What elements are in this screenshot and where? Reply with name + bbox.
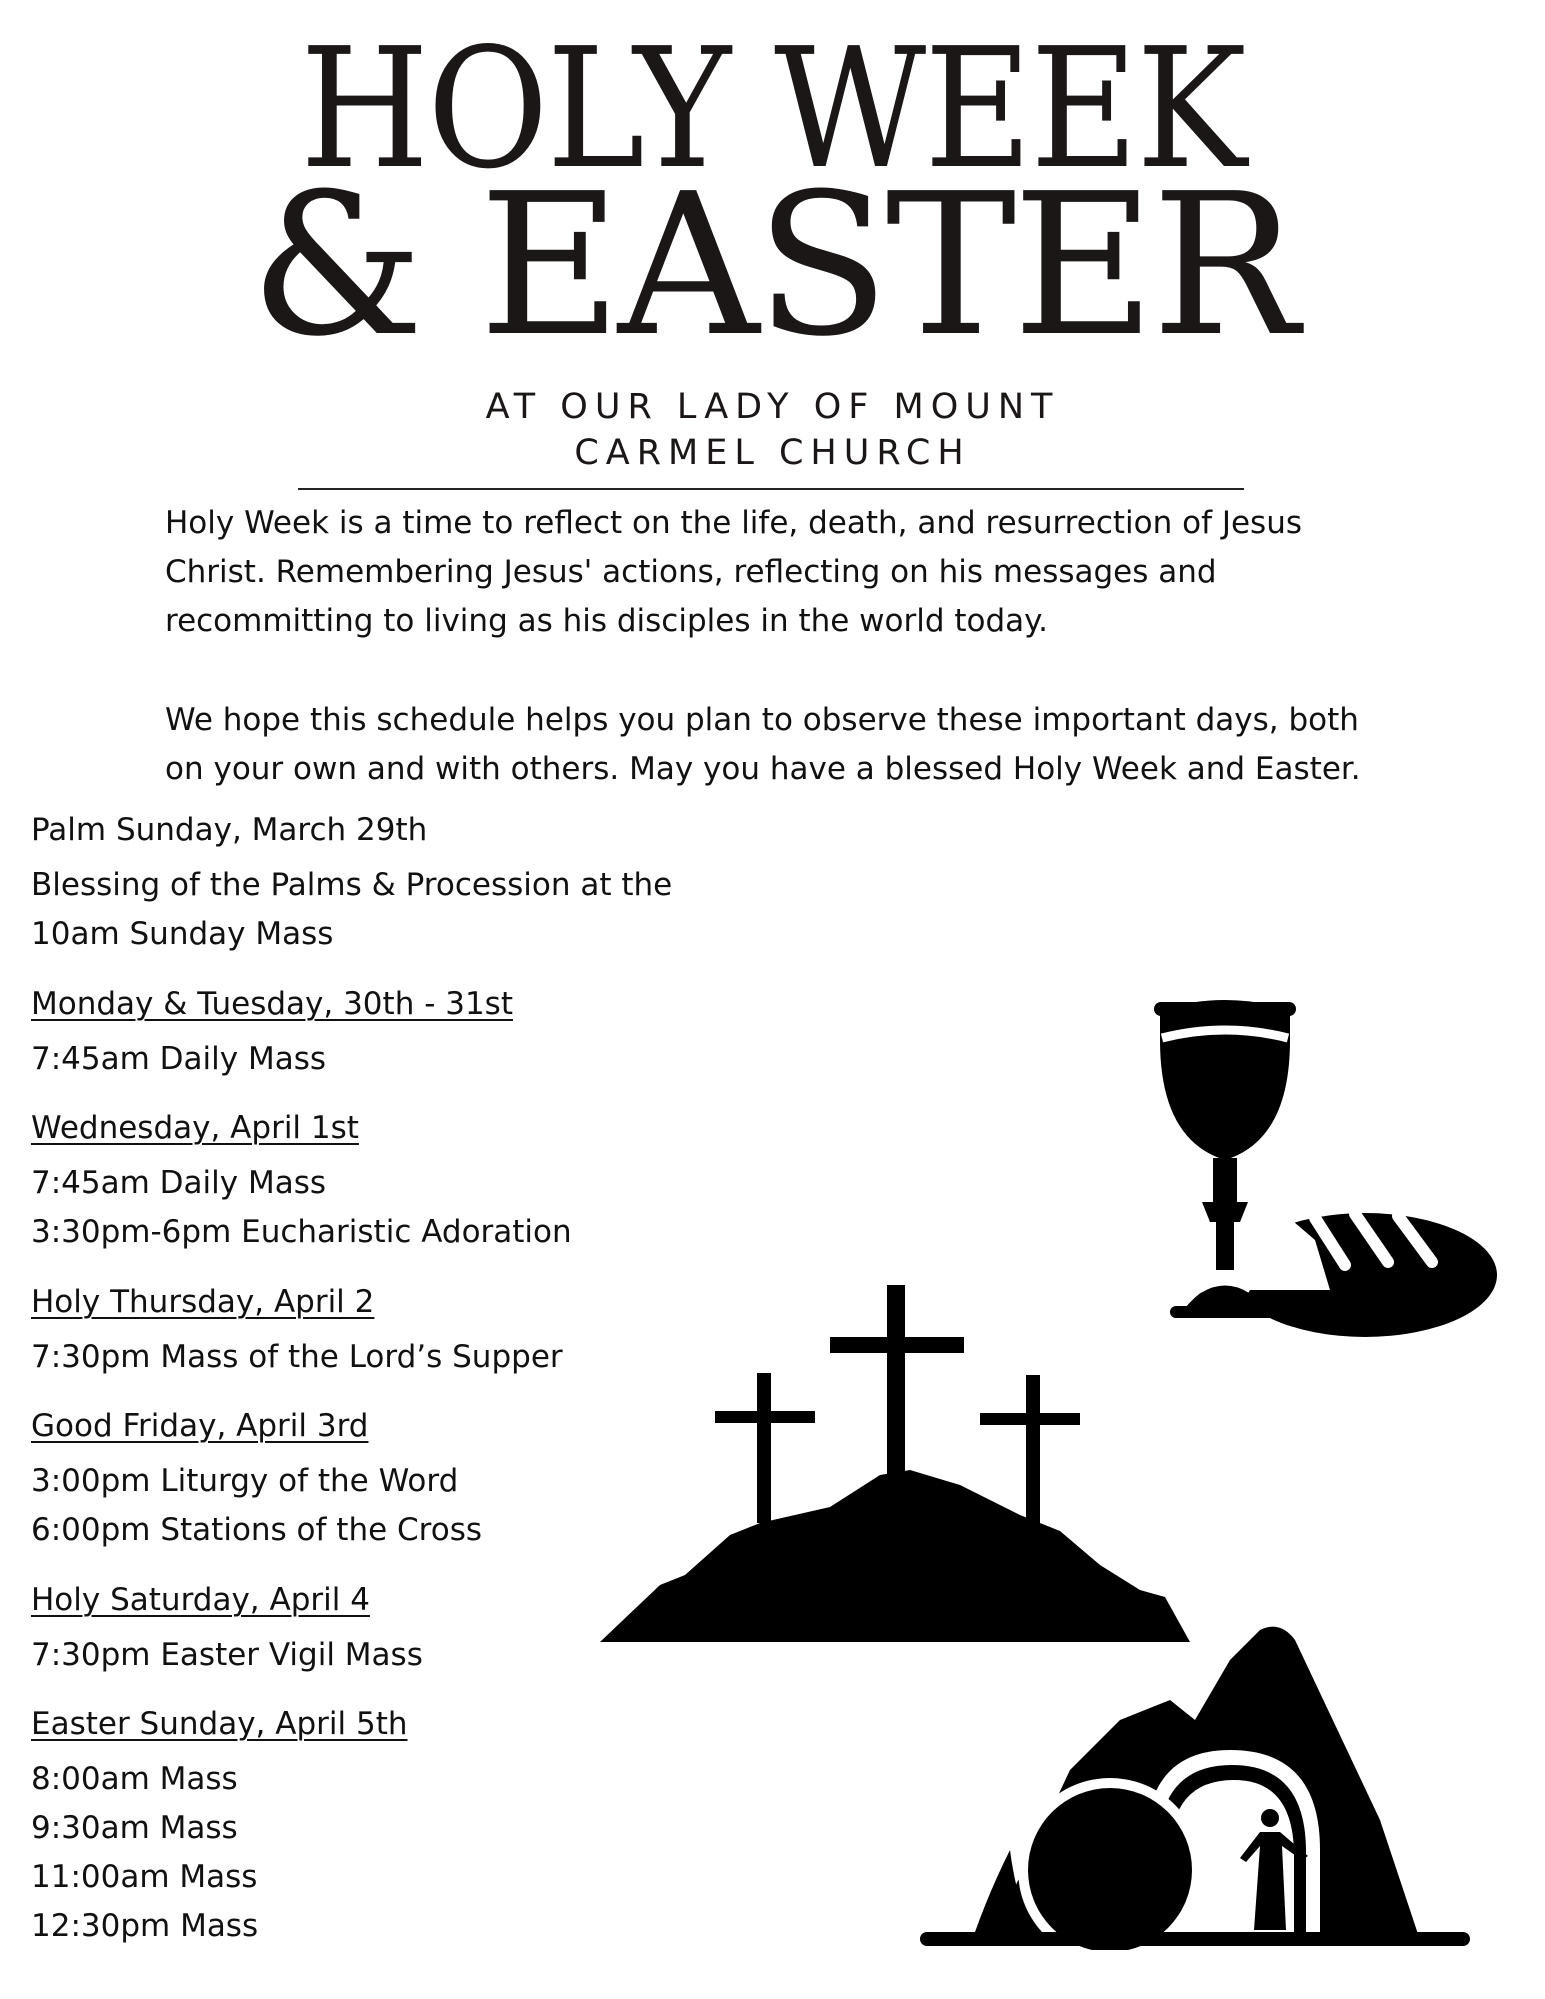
intro-p1-line-2: Christ. Remembering Jesus' actions, reflecting on his messages and: [165, 554, 1217, 590]
title-holy-week: HOLY WEEK: [300, 12, 1245, 206]
good-friday-heading: Good Friday, April 3rd: [31, 1408, 369, 1444]
palm-sunday-line-2: 10am Sunday Mass: [31, 916, 334, 952]
good-friday-line-1: 3:00pm Liturgy of the Word: [31, 1463, 459, 1499]
wednesday-heading: Wednesday, April 1st: [31, 1110, 359, 1146]
mon-tue-line-1: 7:45am Daily Mass: [31, 1041, 326, 1077]
subtitle-line-2: CARMEL CHURCH: [574, 433, 971, 473]
wednesday-section: [31, 1104, 711, 1257]
title-easter: & EASTER: [249, 152, 1296, 380]
holy-saturday-line-1: 7:30pm Easter Vigil Mass: [31, 1637, 423, 1673]
holy-thursday-line-1: 7:30pm Mass of the Lord’s Supper: [31, 1339, 563, 1375]
empty-tomb-icon: [920, 1620, 1480, 1950]
easter-sunday-line-3: 11:00am Mass: [31, 1859, 258, 1895]
palm-sunday-line-1: Blessing of the Palms & Procession at the: [31, 867, 673, 903]
intro-paragraph-2: [165, 696, 1425, 794]
palm-sunday-heading: Palm Sunday, March 29th: [31, 812, 428, 848]
wednesday-line-1: 7:45am Daily Mass: [31, 1165, 326, 1201]
easter-sunday-section: [31, 1700, 711, 1951]
mon-tue-heading: Monday & Tuesday, 30th - 31st: [31, 986, 513, 1022]
intro-p1-line-1: Holy Week is a time to reflect on the life, death, and resurrection of Jesus: [165, 505, 1302, 541]
intro-p1-line-3: recommitting to living as his disciples in the world today.: [165, 603, 1048, 639]
holy-thursday-heading: Holy Thursday, April 2: [31, 1284, 375, 1320]
subtitle-line-1: AT OUR LADY OF MOUNT: [485, 387, 1060, 427]
holy-saturday-heading: Holy Saturday, April 4: [31, 1582, 370, 1618]
intro-p2-line-2: on your own and with others. May you have a blessed Holy Week and Easter.: [165, 751, 1361, 787]
intro-p2-line-1: We hope this schedule helps you plan to observe these important days, both: [165, 702, 1359, 738]
good-friday-line-2: 6:00pm Stations of the Cross: [31, 1512, 482, 1548]
three-crosses-icon: [600, 1285, 1200, 1645]
wednesday-line-2: 3:30pm-6pm Eucharistic Adoration: [31, 1214, 572, 1250]
divider-rule: [298, 488, 1244, 490]
mon-tue-section: [31, 980, 711, 1084]
palm-sunday-section: [31, 806, 711, 959]
easter-sunday-line-4: 12:30pm Mass: [31, 1908, 259, 1944]
easter-sunday-line-2: 9:30am Mass: [31, 1810, 238, 1846]
intro-paragraph-1: [165, 499, 1425, 646]
easter-sunday-line-1: 8:00am Mass: [31, 1761, 238, 1797]
easter-sunday-heading: Easter Sunday, April 5th: [31, 1706, 408, 1742]
